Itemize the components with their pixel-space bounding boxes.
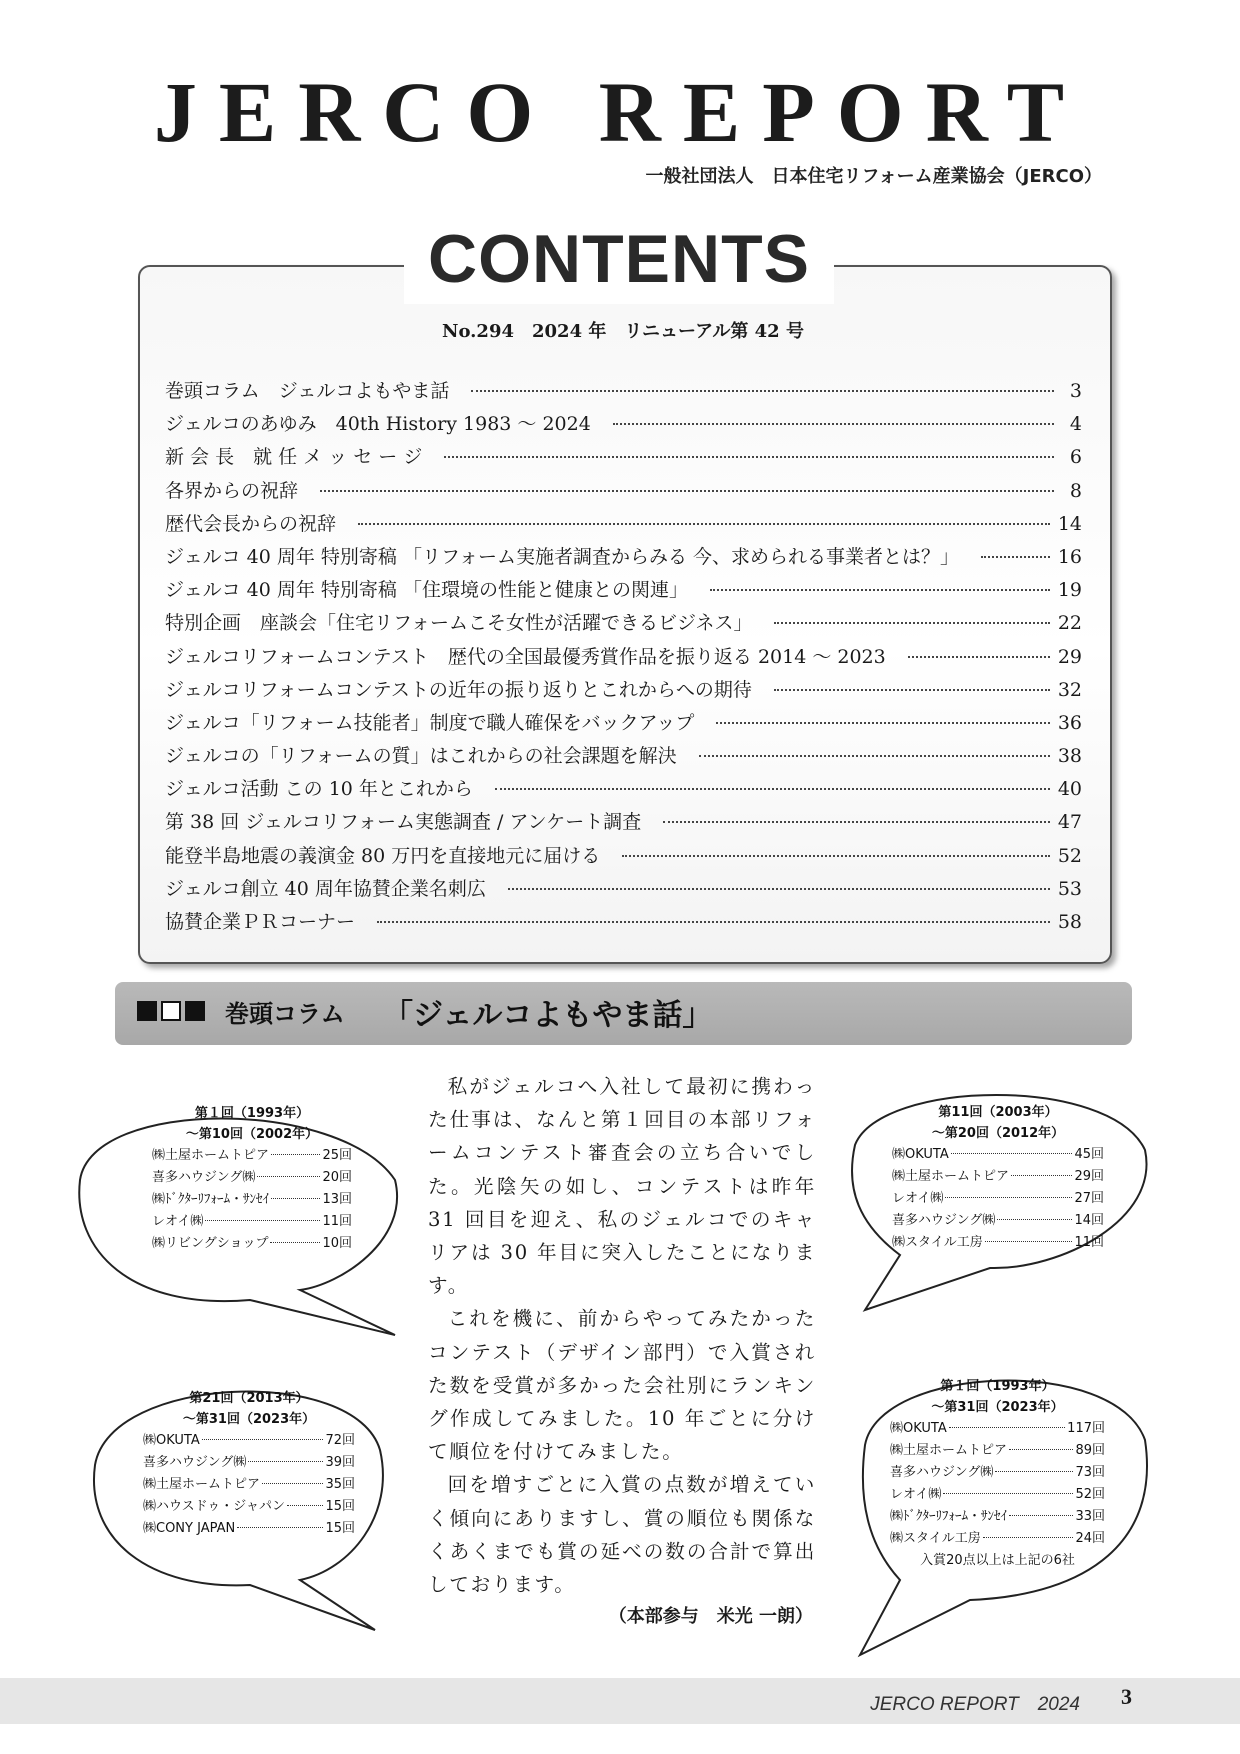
company-name: レオイ㈱	[890, 1487, 942, 1502]
company-name: ㈱OKUTA	[890, 1421, 947, 1436]
toc-item-title: ジェルコ「リフォーム技能者」制度で職人確保をバックアップ	[165, 711, 695, 734]
contents-title: CONTENTS	[404, 214, 834, 304]
leader-dots	[985, 1241, 1073, 1242]
company-name: レオイ㈱	[152, 1214, 204, 1229]
toc-item-page: 19	[1057, 579, 1082, 602]
ranking-row	[143, 1452, 355, 1474]
ranking-row	[152, 1167, 352, 1189]
company-name: ㈱土屋ホームトピア	[892, 1169, 1010, 1184]
company-name: 喜多ハウジング㈱	[143, 1455, 247, 1470]
toc-item-page: 29	[1057, 645, 1082, 668]
bubble-heading: ～第10回（2002年）	[185, 1127, 319, 1142]
bubble-heading: 第１回（1993年）	[194, 1106, 310, 1121]
award-count: 117回	[1067, 1421, 1105, 1436]
leader-dots	[1009, 1449, 1073, 1450]
toc-item-page: 52	[1057, 844, 1082, 867]
company-name: レオイ㈱	[892, 1191, 944, 1206]
ranking-row	[890, 1462, 1105, 1484]
award-count: 39回	[325, 1455, 355, 1470]
bubble-heading: 第11回（2003年）	[938, 1105, 1058, 1120]
leader-dots	[983, 1537, 1074, 1538]
award-count: 14回	[1074, 1213, 1104, 1228]
article-paragraph: 私がジェルコへ入社して最初に携わった仕事は、なんと第１回目の本部リフォームコンテスト審査会の立ち合いでした。光陰矢の如し、コンテストは昨年 31 回目を迎え、私のジェルコでのキャリアは 30 年目に突入したことになります。	[428, 1075, 816, 1298]
leader-dots	[271, 1198, 320, 1199]
masthead-title: JERCO REPORT	[153, 64, 1087, 160]
company-name: 喜多ハウジング㈱	[892, 1213, 996, 1228]
toc-item-page: 16	[1057, 545, 1082, 568]
company-name: ㈱ﾄﾞｸﾀｰﾘﾌｫｰﾑ・ｻﾝｾｲ	[890, 1509, 1008, 1524]
ranking-row	[152, 1189, 352, 1211]
footer-publication: JERCO REPORT 2024	[870, 1694, 1080, 1715]
toc-item-title: 巻頭コラム ジェルコよもやま話	[165, 380, 450, 402]
company-name: ㈱CONY JAPAN	[143, 1521, 236, 1536]
article-author: （本部参与 米光 一朗）	[608, 1606, 813, 1627]
toc-item-page: 36	[1057, 711, 1082, 734]
company-name: ㈱OKUTA	[143, 1433, 200, 1448]
award-count: 35回	[325, 1477, 355, 1492]
bubble-heading: ～第20回（2012年）	[931, 1126, 1065, 1141]
leader-dots	[287, 1505, 323, 1506]
award-count: 24回	[1075, 1531, 1105, 1546]
column-label: 巻頭コラム	[225, 1000, 345, 1028]
company-name: ㈱スタイル工房	[892, 1235, 983, 1250]
leader-dots	[248, 1461, 323, 1462]
ranking-row	[892, 1166, 1104, 1188]
award-count: 89回	[1075, 1443, 1105, 1458]
leader-dots	[257, 1176, 320, 1177]
toc-item-page: 47	[1057, 811, 1082, 834]
bubble-note: 入賞20点以上は上記の6社	[920, 1553, 1075, 1568]
award-count: 25回	[322, 1148, 352, 1163]
toc-item-page: 8	[1069, 479, 1082, 502]
leader-dots	[943, 1493, 1073, 1494]
page-number: 3	[1121, 1684, 1132, 1709]
toc-item-page: 6	[1069, 446, 1082, 469]
ranking-row	[143, 1496, 355, 1518]
award-count: 11回	[322, 1214, 352, 1229]
company-name: ㈱OKUTA	[892, 1147, 949, 1162]
leader-dots	[270, 1242, 320, 1243]
leader-dots	[237, 1527, 323, 1528]
toc-item-page: 53	[1057, 877, 1082, 900]
ranking-bubble-1993-2002	[152, 1103, 352, 1255]
company-name: ㈱スタイル工房	[890, 1531, 981, 1546]
toc-item-title: 各界からの祝辞	[165, 479, 299, 502]
bubble-heading: 第１回（1993年）	[940, 1379, 1055, 1394]
toc-item-title: ジェルコ 40 周年 特別寄稿 「リフォーム実施者調査からみる 今、求められる事業者とは？」	[165, 545, 960, 568]
company-name: ㈱土屋ホームトピア	[890, 1443, 1008, 1458]
bubble-heading: ～第31回（2023年）	[931, 1400, 1064, 1415]
award-count: 27回	[1074, 1191, 1104, 1206]
ranking-bubble-2013-2023	[143, 1388, 355, 1540]
toc-item-title: 特別企画 座談会「住宅リフォームこそ女性が活躍できるビジネス」	[165, 612, 753, 635]
leader-dots	[945, 1197, 1072, 1198]
leader-dots	[271, 1154, 320, 1155]
leader-dots	[997, 1219, 1072, 1220]
toc-item-title: ジェルコ活動 この 10 年とこれから	[165, 778, 473, 801]
ranking-row	[152, 1211, 352, 1233]
article-paragraph: 回を増すごとに入賞の点数が増えていく傾向にありますし、賞の順位も関係なくあくまでも賞の延べの数の合計で算出しております。	[428, 1473, 816, 1597]
toc-item-page: 14	[1057, 512, 1082, 535]
ranking-row	[890, 1440, 1105, 1462]
toc-item-page: 40	[1057, 778, 1082, 801]
toc-item-page: 4	[1069, 413, 1082, 436]
award-count: 10回	[322, 1236, 352, 1251]
toc-item-page: 22	[1057, 612, 1082, 635]
leader-dots	[1011, 1175, 1072, 1176]
toc-item-title: ジェルコ創立 40 周年協賛企業名刺広	[165, 877, 486, 900]
toc-item-title: 協賛企業ＰＲコーナー	[165, 911, 356, 933]
toc-item-title: ジェルコリフォームコンテストの近年の振り返りとこれからへの期待	[165, 678, 752, 701]
column-title: 「ジェルコよもやま話」	[383, 998, 713, 1033]
leader-dots	[949, 1427, 1065, 1428]
leader-dots	[1009, 1515, 1073, 1516]
award-count: 72回	[325, 1433, 355, 1448]
award-count: 11回	[1074, 1235, 1104, 1250]
ranking-row	[143, 1474, 355, 1496]
ranking-row	[890, 1484, 1105, 1506]
leader-dots	[202, 1439, 324, 1440]
toc-item-page: 3	[1069, 380, 1082, 402]
company-name: 喜多ハウジング㈱	[152, 1170, 256, 1185]
ranking-row	[892, 1210, 1104, 1232]
ranking-row	[892, 1144, 1104, 1166]
ranking-bubble-2003-2012	[892, 1102, 1104, 1254]
issue-number: No.294 2024 年 リニューアル第 42 号	[442, 321, 804, 342]
ranking-row	[890, 1506, 1105, 1528]
award-count: 45回	[1074, 1147, 1104, 1162]
leader-dots	[205, 1220, 320, 1221]
award-count: 33回	[1075, 1509, 1105, 1524]
ranking-row	[143, 1430, 355, 1452]
company-name: ㈱リビングショップ	[152, 1236, 269, 1251]
ranking-row	[890, 1528, 1105, 1550]
ranking-row	[143, 1518, 355, 1540]
column-article	[428, 1070, 816, 1601]
award-count: 29回	[1074, 1169, 1104, 1184]
award-count: 13回	[322, 1192, 352, 1207]
toc-item-title: ジェルコの「リフォームの質」はこれからの社会課題を解決	[165, 745, 677, 768]
toc-item-page: 58	[1057, 911, 1082, 933]
article-paragraph: これを機に、前からやってみたかったコンテスト（デザイン部門）で入賞された数を受賞が多かった会社別にランキング作成してみました。10 年ごとに分けて順位を付けてみました。	[428, 1307, 816, 1464]
toc-item-title: ジェルコリフォームコンテスト 歴代の全国最優秀賞作品を振り返る 2014 ～ 2023	[165, 645, 886, 668]
company-name: ㈱ﾄﾞｸﾀｰﾘﾌｫｰﾑ・ｻﾝｾｲ	[152, 1192, 270, 1207]
leader-dots	[262, 1483, 323, 1484]
company-name: ㈱土屋ホームトピア	[152, 1148, 270, 1163]
ranking-bubble-1993-2023	[890, 1376, 1105, 1572]
toc-item-title: 新 会 長 就 任 メ ッ セ ー ジ	[165, 446, 423, 469]
leader-dots	[995, 1471, 1073, 1472]
toc-item-page: 32	[1057, 678, 1082, 701]
company-name: ㈱土屋ホームトピア	[143, 1477, 261, 1492]
toc-item-title: 第 38 回 ジェルコリフォーム実態調査 / アンケート調査	[165, 811, 642, 834]
ranking-row	[892, 1232, 1104, 1254]
ranking-row	[890, 1418, 1105, 1440]
bubble-heading: ～第31回（2023年）	[182, 1412, 316, 1427]
toc-item-title: 歴代会長からの祝辞	[165, 512, 337, 535]
ranking-row	[892, 1188, 1104, 1210]
leader-dots	[951, 1153, 1073, 1154]
bubble-heading: 第21回（2013年）	[189, 1391, 309, 1406]
company-name: ㈱ハウスドゥ・ジャパン	[143, 1499, 286, 1514]
ranking-row	[152, 1233, 352, 1255]
toc-item-title: ジェルコ 40 周年 特別寄稿 「住環境の性能と健康との関連」	[165, 579, 688, 602]
award-count: 15回	[325, 1521, 355, 1536]
company-name: 喜多ハウジング㈱	[890, 1465, 994, 1480]
organization-name: 一般社団法人 日本住宅リフォーム産業協会（JERCO）	[645, 166, 1102, 187]
award-count: 73回	[1075, 1465, 1105, 1480]
toc-item-title: 能登半島地震の義演金 80 万円を直接地元に届ける	[165, 844, 601, 867]
toc-item-page: 38	[1057, 745, 1082, 768]
award-count: 52回	[1075, 1487, 1105, 1502]
award-count: 15回	[325, 1499, 355, 1514]
toc-item-title: ジェルコのあゆみ 40th History 1983 ～ 2024	[165, 413, 591, 436]
award-count: 20回	[322, 1170, 352, 1185]
ranking-row	[152, 1145, 352, 1167]
